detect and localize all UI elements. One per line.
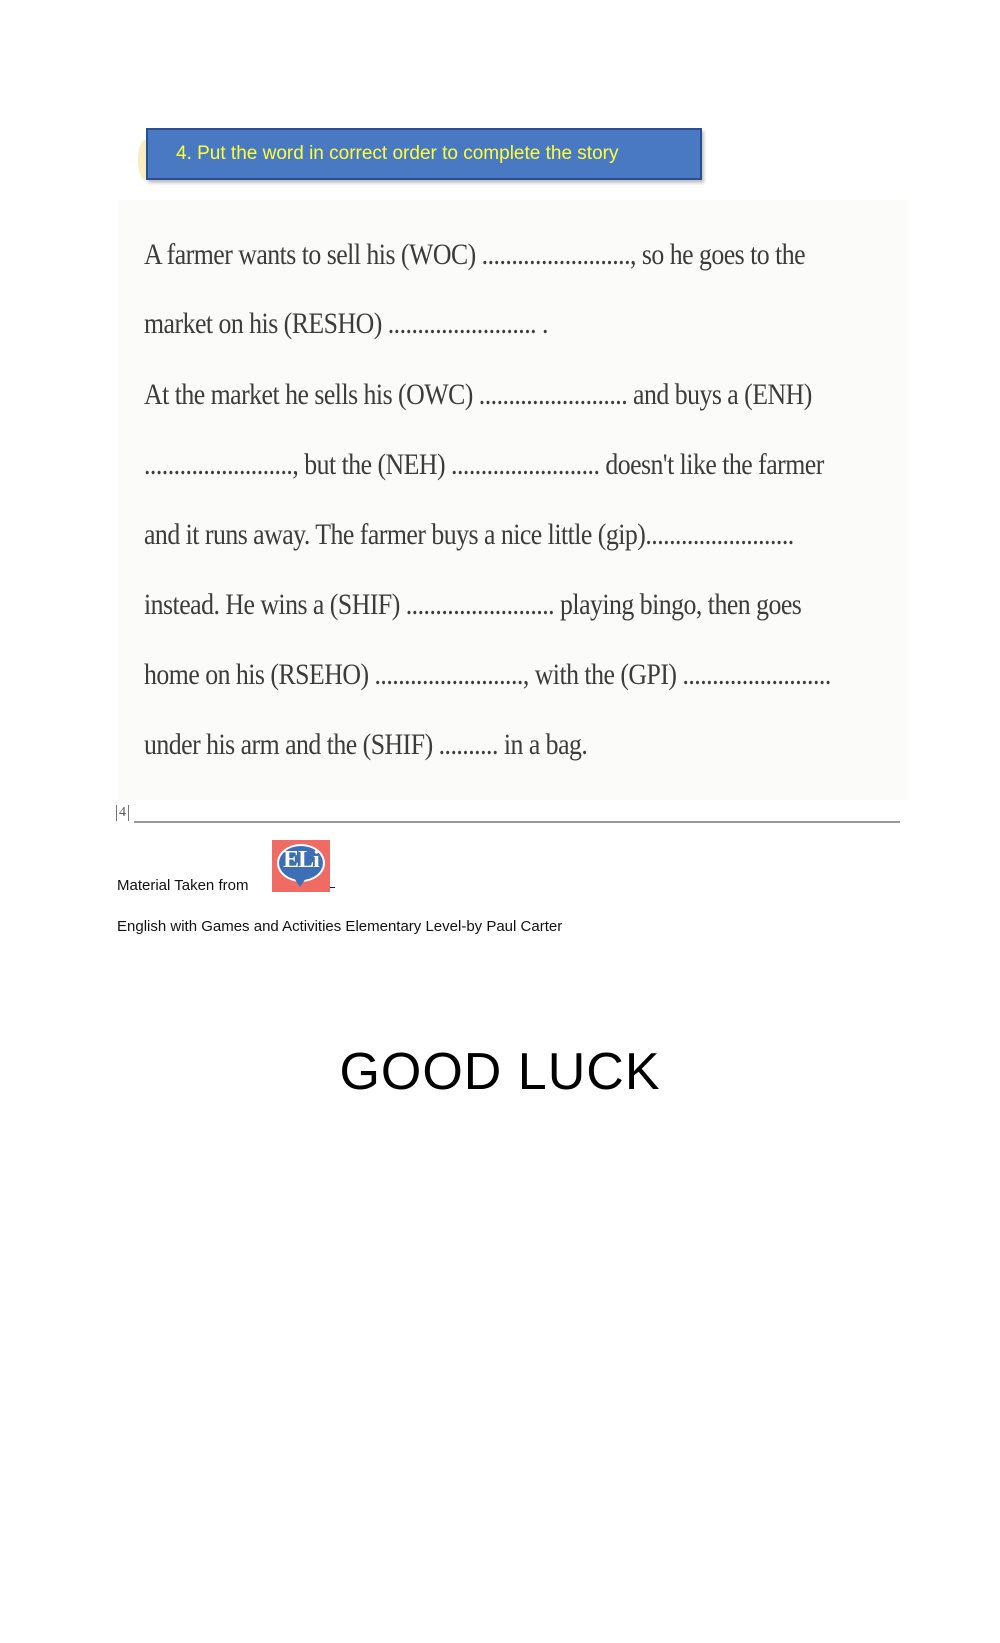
story-line: At the market he sells his (OWC) ......................... and buys a (ENH) [144, 378, 812, 411]
story-line: and it runs away. The farmer buys a nice little (gip)......................... [144, 518, 794, 551]
story-line: instead. He wins a (SHIF) ......................... playing bingo, then goes [144, 588, 802, 621]
exercise-title-banner: 4. Put the word in correct order to complete the story [146, 128, 702, 180]
page-number: 4 [116, 805, 129, 821]
story-line: ........................., but the (NEH) ......................... doesn't like the farmer [144, 448, 824, 481]
dash [330, 887, 335, 888]
good-luck-heading: GOOD LUCK [339, 1043, 661, 1101]
eli-logo-text: ELi [283, 847, 319, 873]
material-source-label: Material Taken from [117, 877, 249, 894]
story-line: A farmer wants to sell his (WOC) ........................., so he goes to the [144, 238, 806, 271]
speech-bubble-tail [294, 878, 306, 887]
story-line: home on his (RSEHO) ........................., with the (GPI) ......................... [144, 658, 831, 691]
book-credit: English with Games and Activities Elementary Level-by Paul Carter [117, 918, 563, 935]
story-image [118, 200, 908, 800]
eli-logo [272, 840, 330, 892]
story-line: market on his (RESHO) ......................... . [144, 307, 548, 340]
story-line: under his arm and the (SHIF) .......... in a bag. [144, 728, 588, 761]
divider [134, 821, 900, 823]
